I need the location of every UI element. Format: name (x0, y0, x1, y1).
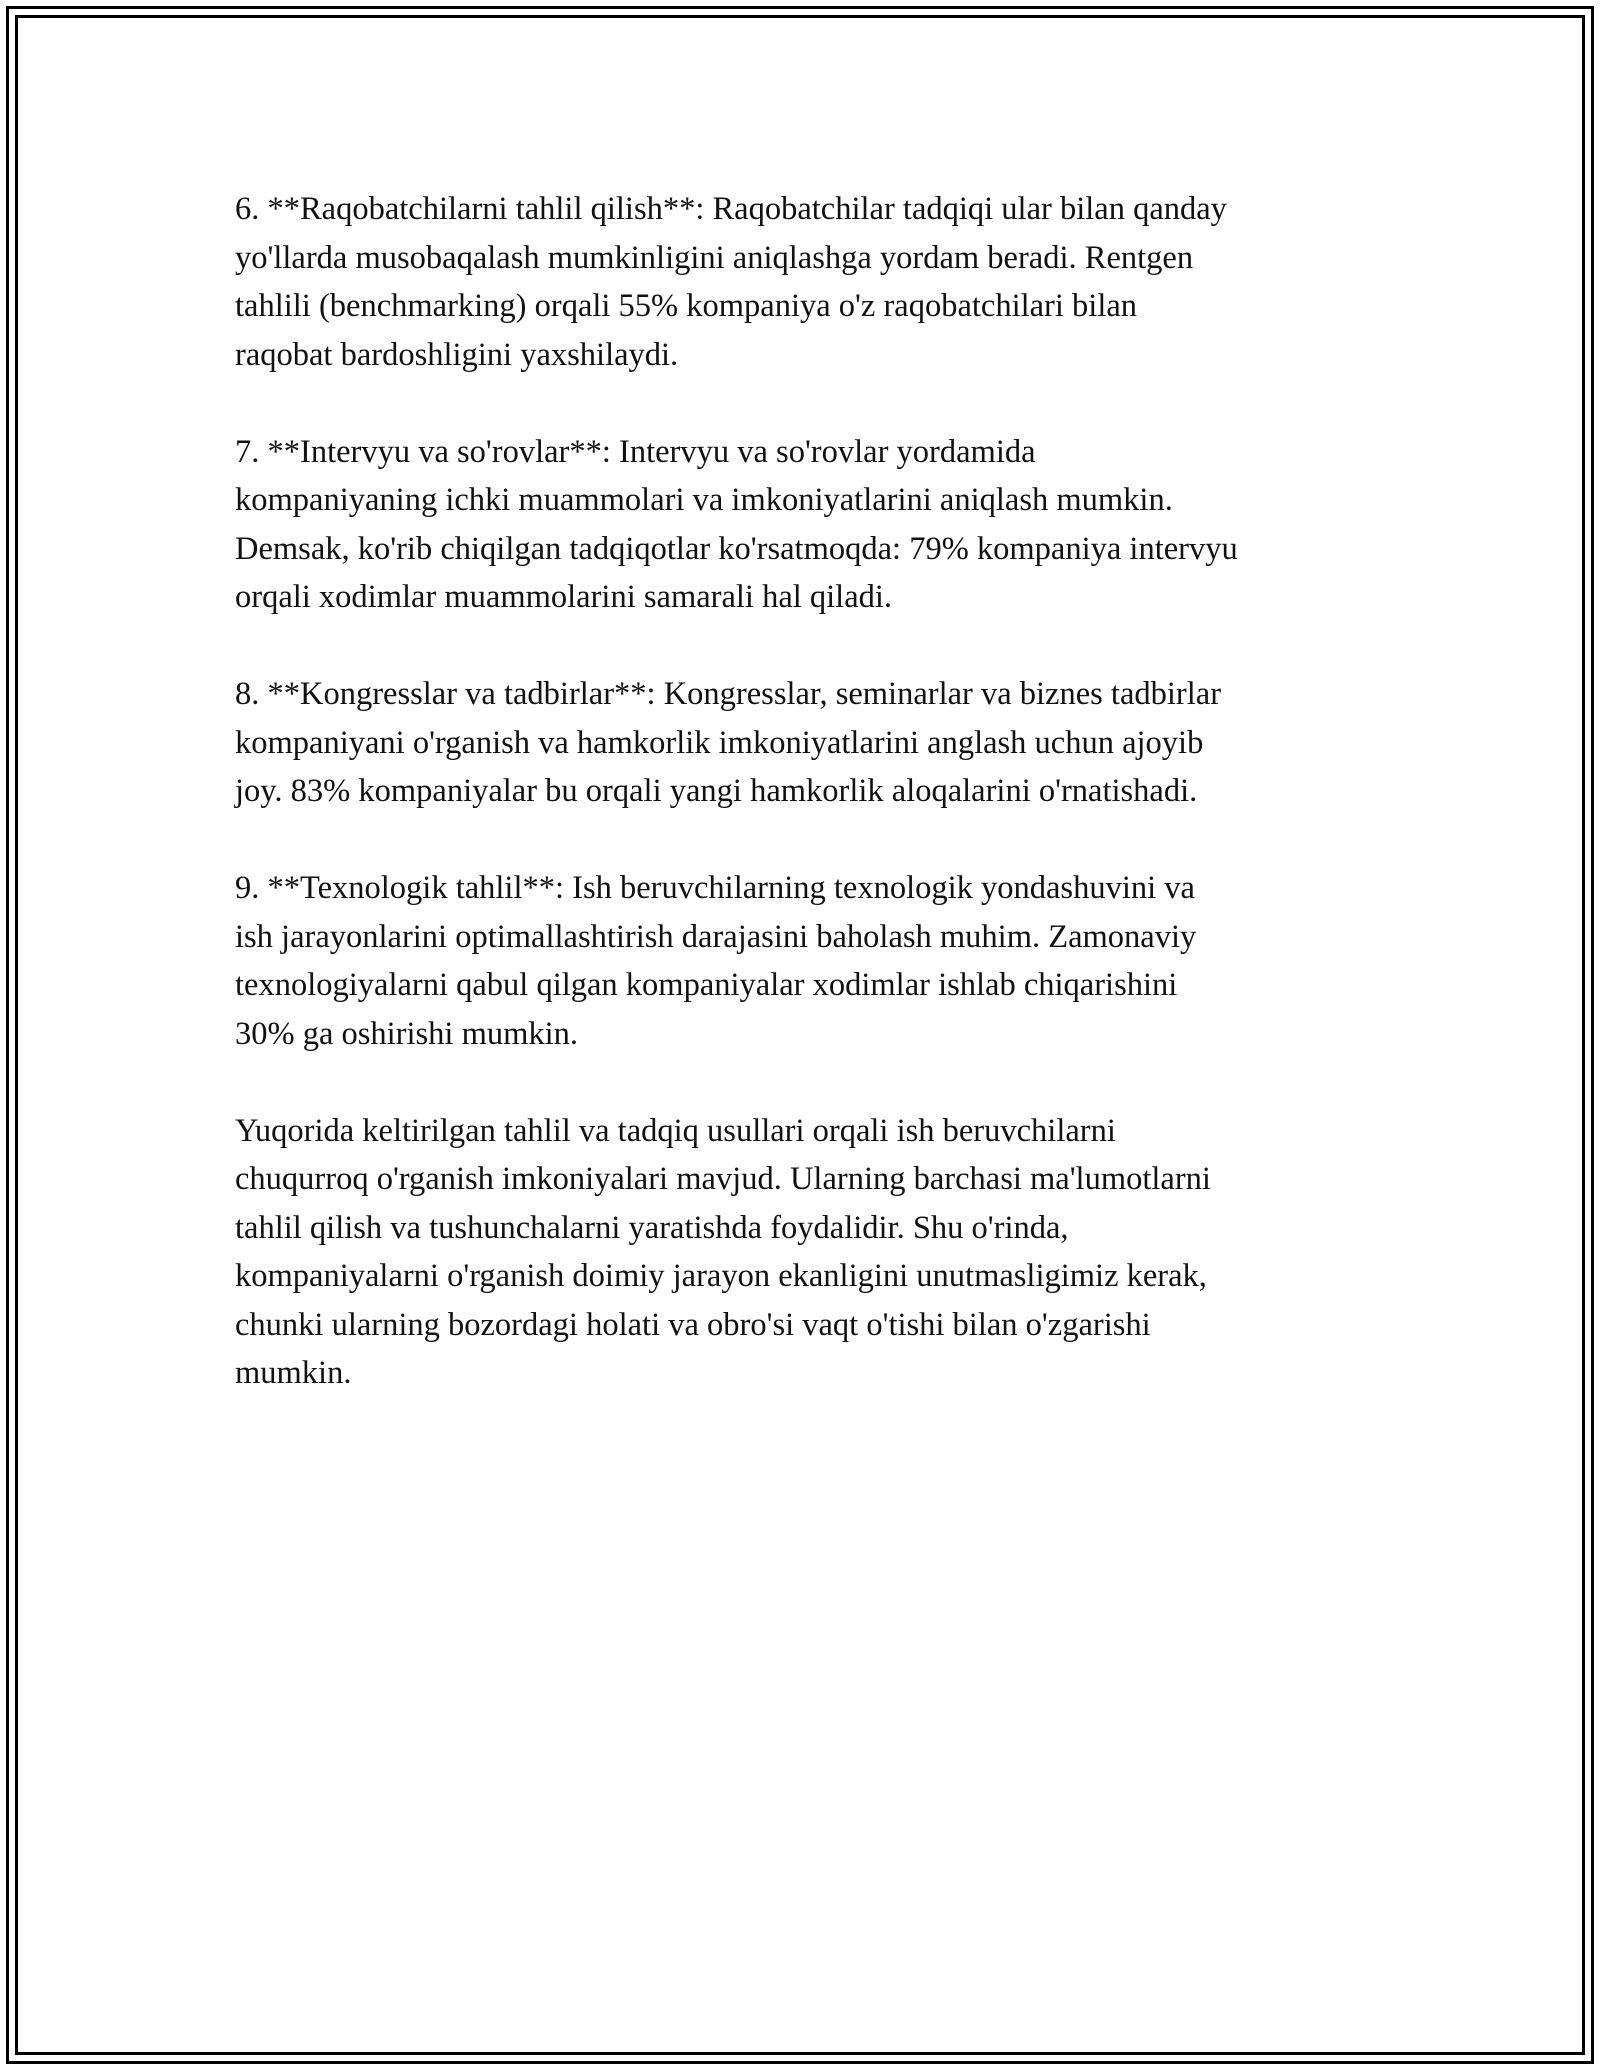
paragraph-technological-analysis: 9. **Texnologik tahlil**: Ish beruvchilarning texnologik yondashuvini va ish jarayonlarini optimallashtirish darajasini baholash muhim. Zamonaviy texnologiyalarni qabul qilgan kompaniyalar xodimlar ishlab chiqarishini 30% ga oshirishi mumkin. (235, 870, 1197, 1052)
paragraph-competitor-analysis: 6. **Raqobatchilarni tahlil qilish**: Raqobatchilar tadqiqi ular bilan qanday yo'llarda musobaqalash mumkinligini aniqlashga yordam beradi. Rentgen tahlili (benchmarking) orqali 55% kompaniya o'z raqobatchilari bilan raqobat bardoshligini yaxshilaydi. (235, 191, 1227, 373)
paragraph-conclusion: Yuqorida keltirilgan tahlil va tadqiq usullari orqali ish beruvchilarni chuqurroq o'rganish imkoniyalari mavjud. Ularning barchasi ma'lumotlarni tahlil qilish va tushunchalarni yaratishda foydalidir. Shu o'rinda, kompaniyalarni o'rganish doimiy jarayon ekanligini unutmasligimiz kerak, chunki ularning bozordagi holati va obro'si vaqt o'tishi bilan o'zgarishi mumkin. (235, 1112, 1211, 1391)
paragraph-congresses-events: 8. **Kongresslar va tadbirlar**: Kongresslar, seminarlar va biznes tadbirlar kompaniyani o'rganish va hamkorlik imkoniyatlarini anglash uchun ajoyib joy. 83% kompaniyalar bu orqali yangi hamkorlik aloqalarini o'rnatishadi. (235, 676, 1222, 809)
document-body (235, 185, 1385, 1446)
paragraph-interviews-surveys: 7. **Intervyu va so'rovlar**: Intervyu va so'rovlar yordamida kompaniyaning ichki muammolari va imkoniyatlarini aniqlash mumkin. Demsak, ko'rib chiqilgan tadqiqotlar ko'rsatmoqda: 79% kompaniya intervyu orqali xodimlar muammolarini samarali hal qiladi. (235, 433, 1238, 615)
